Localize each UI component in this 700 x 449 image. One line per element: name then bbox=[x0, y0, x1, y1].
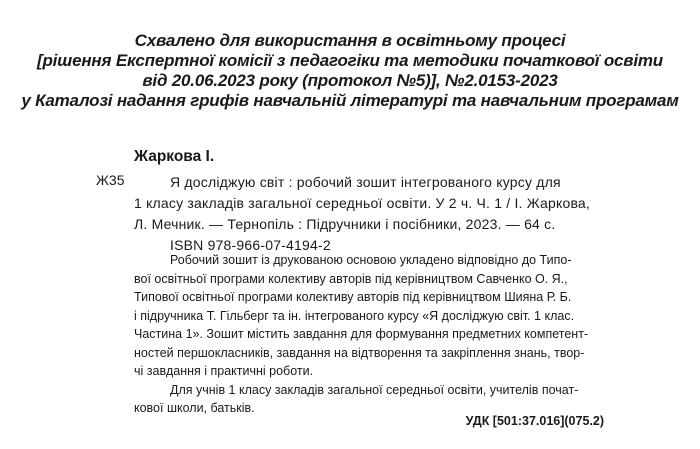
catalog-code: Ж35 bbox=[96, 172, 125, 188]
approval-line: від 20.06.2023 року (протокол №5)], №2.0153-2023 bbox=[142, 71, 558, 90]
approval-line: Схвалено для використання в освітньому процесі bbox=[134, 31, 566, 50]
description-line: Робочий зошит із друкованою основою укладено відповідно до Типо- bbox=[170, 253, 572, 267]
description-line: Частина 1». Зошит містить завдання для формування предметних компетент- bbox=[134, 327, 589, 341]
audience-line: Для учнів 1 класу закладів загальної середньої освіти, учителів почат- bbox=[170, 382, 579, 397]
annotation bbox=[134, 251, 604, 418]
description-line: ностей першокласників, завдання на відтворення та закріплення знань, твор- bbox=[134, 345, 585, 360]
description-line: вої освітньої програми колективу авторів під керівництвом Савченко О. Я., bbox=[134, 271, 568, 286]
approval-statement bbox=[20, 31, 680, 111]
biblio-line: 1 класу закладів загальної середньої освіти. У 2 ч. Ч. 1 / І. Жаркова, bbox=[134, 195, 591, 211]
audience-line: кової школи, батьків. bbox=[134, 401, 255, 415]
isbn: ISBN 978-966-07-4194-2 bbox=[170, 237, 331, 253]
description-line: Типової освітньої програми колективу авторів під керівництвом Шияна Р. Б. bbox=[134, 290, 572, 304]
udk-code: УДК [501:37.016](075.2) bbox=[465, 414, 604, 428]
biblio-line: Я досліджую світ : робочий зошит інтегрованого курсу для bbox=[170, 174, 561, 190]
description-line: і підручника Т. Гільберг та ін. інтегрованого курсу «Я досліджую світ. 1 клас. bbox=[134, 308, 575, 323]
approval-line: у Каталозі надання грифів навчальній літературі та навчальним програмам bbox=[21, 91, 679, 110]
description-line: чі завдання і практичні роботи. bbox=[134, 364, 314, 378]
bibliographic-record bbox=[134, 172, 604, 256]
approval-line: [рішення Експертної комісії з педагогіки та методики початкової освіти bbox=[37, 51, 663, 70]
biblio-line: Л. Мечник. — Тернопіль : Підручники і посібники, 2023. — 64 с. bbox=[134, 216, 556, 232]
author-name: Жаркова І. bbox=[134, 148, 215, 165]
